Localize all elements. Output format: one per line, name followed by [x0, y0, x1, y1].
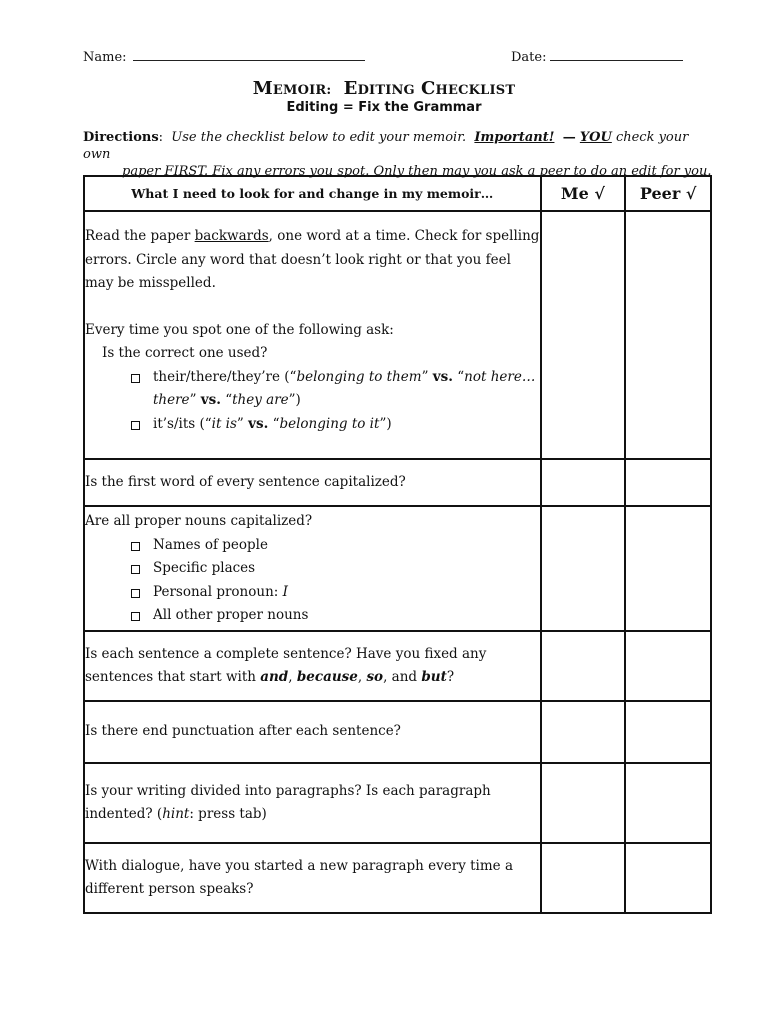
date-label: Date:: [511, 50, 547, 65]
checkbox-square-icon: [131, 612, 140, 621]
checkbox-square-icon: [131, 542, 140, 551]
checkbox-square-icon: [131, 421, 140, 430]
checkbox-square-icon: [131, 565, 140, 574]
important-note: Important!: [474, 130, 555, 145]
table-row: [84, 701, 711, 763]
table-header-row: [84, 176, 711, 211]
directions: Directions: Use the checklist below to edit your memoir. Important! — YOU check your own paper FIRST. Fix any errors you spot. Only then may you ask a peer to do an edit for you.: [83, 130, 712, 179]
page-subtitle: Editing = Fix the Grammar: [286, 100, 482, 115]
checklist-item-complete-sentences: Is each sentence a complete sentence? Have you fixed any sentences that start with and, because, so, and but?: [84, 631, 541, 701]
list-item: it’s/its (“it is” vs. “belonging to it”): [85, 413, 540, 437]
column-header-me: Me √: [541, 176, 626, 211]
peer-check-cell[interactable]: [625, 701, 711, 763]
list-item: their/there/they’re (“belonging to them” vs. “not here…there” vs. “they are”): [85, 366, 540, 413]
table-row: [84, 763, 711, 843]
me-check-cell[interactable]: [541, 211, 626, 459]
column-header-peer: Peer √: [625, 176, 711, 211]
list-item: Specific places: [85, 557, 540, 581]
me-check-cell[interactable]: [541, 763, 626, 843]
page-title: MEMOIR: EDITING CHECKLIST: [252, 78, 516, 99]
directions-line-2: paper FIRST. Fix any errors you spot. Only then may you ask a peer to do an edit for you.: [122, 164, 712, 179]
name-label: Name:: [83, 50, 127, 65]
table-row: [84, 631, 711, 701]
name-field[interactable]: [83, 48, 365, 65]
date-field[interactable]: [511, 48, 683, 65]
me-check-cell[interactable]: [541, 701, 626, 763]
list-item: Names of people: [85, 534, 540, 558]
checklist-item-capitalization: Is the first word of every sentence capitalized?: [84, 459, 541, 506]
me-check-cell[interactable]: [541, 506, 626, 631]
table-row: [84, 211, 711, 459]
list-item: All other proper nouns: [85, 604, 540, 628]
peer-check-cell[interactable]: [625, 631, 711, 701]
column-header-task: What I need to look for and change in my memoir…: [84, 176, 541, 211]
name-blank-line[interactable]: [133, 48, 365, 61]
checklist-item-paragraphs: Is your writing divided into paragraphs? Is each paragraph indented? (hint: press tab): [84, 763, 541, 843]
me-check-cell[interactable]: [541, 631, 626, 701]
checklist-table: [83, 175, 712, 914]
list-item: Personal pronoun: I: [85, 581, 540, 605]
checklist-item-dialogue: With dialogue, have you started a new paragraph every time a different person speaks?: [84, 843, 541, 913]
peer-check-cell[interactable]: [625, 506, 711, 631]
table-row: [84, 843, 711, 913]
peer-check-cell[interactable]: [625, 211, 711, 459]
me-check-cell[interactable]: [541, 843, 626, 913]
directions-label: Directions: [83, 130, 159, 145]
checklist-item-end-punctuation: Is there end punctuation after each sentence?: [84, 701, 541, 763]
table-row: [84, 459, 711, 506]
table-row: [84, 506, 711, 631]
checkbox-square-icon: [131, 374, 140, 383]
peer-check-cell[interactable]: [625, 763, 711, 843]
date-blank-line[interactable]: [550, 48, 683, 61]
checkbox-square-icon: [131, 589, 140, 598]
checklist-item-proper-nouns: Are all proper nouns capitalized? Names of people Specific places Personal pronoun: I All other proper nouns: [84, 506, 541, 631]
checklist-item-spelling: Read the paper backwards, one word at a time. Check for spelling errors. Circle any word that doesn’t look right or that you feel may be misspelled. Every time you spot one of the following ask: Is the correct one used? their/there/they’re (“belonging to them” vs. “not here…there” vs. “they are”) it’s/its (“it is” vs. “belonging to it”): [84, 211, 541, 459]
me-check-cell[interactable]: [541, 459, 626, 506]
peer-check-cell[interactable]: [625, 459, 711, 506]
peer-check-cell[interactable]: [625, 843, 711, 913]
